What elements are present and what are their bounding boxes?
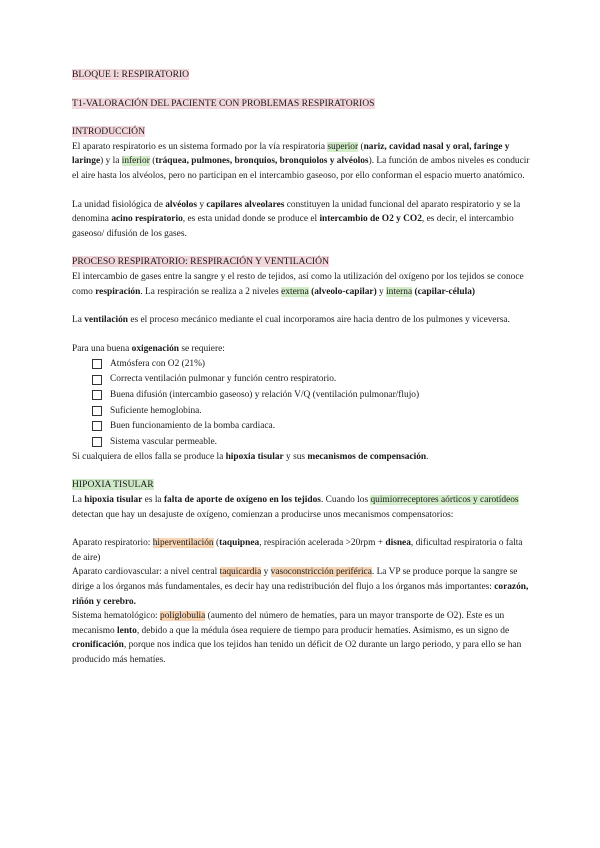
checkbox[interactable] (92, 375, 102, 385)
hipoxia-heading: HIPOXIA TISULAR (72, 479, 154, 491)
checklist-item: Suficiente hemoglobina. (92, 403, 532, 419)
proceso-paragraph-4: Si cualquiera de ellos falla se produce la hipoxia tisular y sus mecanismos de compensación. (72, 451, 429, 462)
document-page (72, 68, 532, 668)
proceso-paragraph-2: La ventilación es el proceso mecánico mediante el cual incorporamos aire hacia dentro de los pulmones y viceversa. (72, 315, 510, 326)
checklist-item: Sistema vascular permeable. (92, 434, 532, 450)
proceso-heading: PROCESO RESPIRATORIO: RESPIRACIÓN Y VENTILACIÓN (72, 256, 329, 268)
proceso-paragraph-3: Para una buena oxigenación se requiere: (72, 343, 225, 354)
proceso-paragraph-1: El intercambio de gases entre la sangre y el resto de tejidos, así como la utilización del oxígeno por los tejidos se conoce como respiración. La respiración se realiza a 2 niveles externa (alveolo-capilar) y interna (capilar-célula) (72, 271, 524, 297)
checkbox[interactable] (92, 359, 102, 369)
t1-title: T1-VALORACIÓN DEL PACIENTE CON PROBLEMAS RESPIRATORIOS (72, 97, 375, 109)
checkbox[interactable] (92, 421, 102, 431)
hipoxia-respiratorio: Aparato respiratorio: hiperventilación (taquipnea, respiración acelerada >20rpm + disnea, dificultad respiratoria o falta de aire) (72, 538, 523, 563)
intro-paragraph-1: El aparato respiratorio es un sistema formado por la vía respiratoria superior (nariz, cavidad nasal y oral, faringe y laringe) y la inferior (tráquea, pulmones, bronquios, bronquiolos y alvéolos). La función de ambos niveles es conducir el aire hasta los alvéolos, pero no participan en el intercambio gaseoso, por ello conforman el espacio muerto anatómico. (72, 141, 530, 181)
hipoxia-hematologico: Sistema hematológico: poliglobulia (aumento del número de hematíes, para un mayor transporte de O2). Este es un mecanismo lento, debido a que la médula ósea requiere de tiempo para producir hematíes. Asimismo, es un signo de cronificación, porque nos indica que los tejidos han tenido un déficit de O2 durante un largo periodo, y para ello se han producido más hematíes. (72, 611, 522, 665)
intro-paragraph-2: La unidad fisiológica de alvéolos y capilares alveolares constituyen la unidad funcional del aparato respiratorio y se la denomina acino respiratorio, es esta unidad donde se produce el intercambio de O2 y CO2, es decir, el intercambio gaseoso/ difusión de los gases. (72, 199, 521, 239)
intro-heading: INTRODUCCIÓN (72, 126, 146, 138)
checklist-item: Buena difusión (intercambio gaseoso) y relación V/Q (ventilación pulmonar/flujo) (92, 388, 532, 404)
checklist-item: Buen funcionamiento de la bomba cardiaca. (92, 419, 532, 435)
checkbox[interactable] (92, 406, 102, 416)
requirements-checklist (72, 356, 532, 450)
checkbox[interactable] (92, 437, 102, 447)
checklist-item: Atmósfera con O2 (21%) (92, 356, 532, 372)
hipoxia-cardiovascular: Aparato cardiovascular: a nivel central taquicardia y vasoconstricción periférica. La VP se produce porque la sangre se dirige a los órganos más fundamentales, es decir hay una redistribución del flujo a los órganos más importantes: corazón, riñón y cerebro. (72, 567, 529, 607)
checklist-item: Correcta ventilación pulmonar y función centro respiratorio. (92, 372, 532, 388)
checkbox[interactable] (92, 390, 102, 400)
bloque-title: BLOQUE I: RESPIRATORIO (72, 69, 190, 80)
hipoxia-paragraph-1: La hipoxia tisular es la falta de aporte de oxígeno en los tejidos. Cuando los quimiorreceptores aórticos y carotídeos detectan que hay un desajuste de oxígeno, comienzan a producirse unos mecanismos compensatorios: (72, 495, 519, 520)
